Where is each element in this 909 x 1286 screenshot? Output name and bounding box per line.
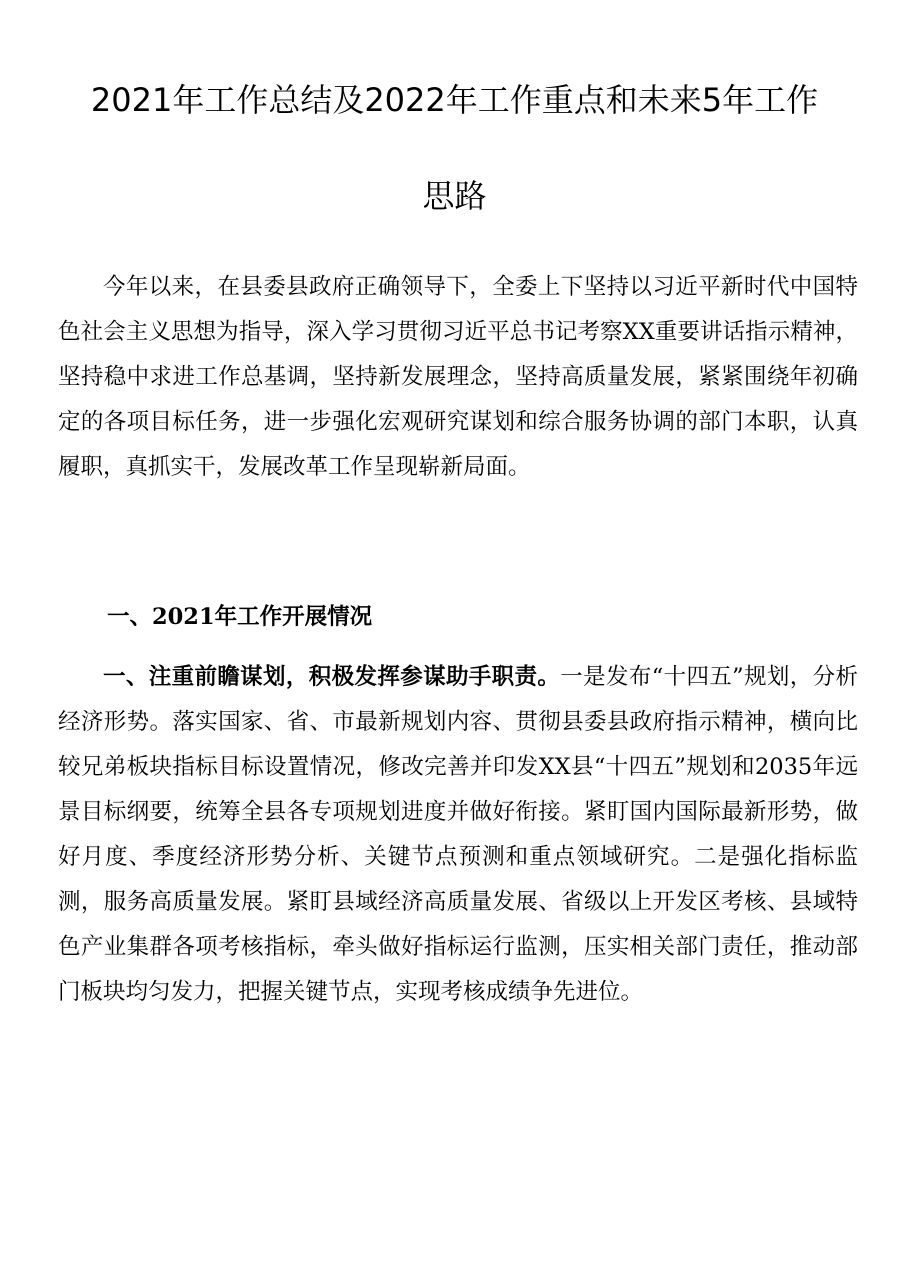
section-paragraph xyxy=(58,655,858,1015)
section-heading: 一、2021年工作开展情况 xyxy=(107,604,373,630)
paragraph-body-text: 一是发布“十四五”规划，分析经济形势。落实国家、省、市最新规划内容、贯彻县委县政府指示精神，横向比较兄弟板块指标目标设置情况，修改完善并印发XX县“十四五”规划和2035年远景目标纲要，统筹全县各专项规划进度并做好衔接。紧盯国内国际最新形势，做好月度、季度经济形势分析、关键节点预测和重点领域研究。二是强化指标监测，服务高质量发展。紧盯县域经济高质量发展、省级以上开发区考核、县域特色产业集群各项考核指标，牵头做好指标运行监测，压实相关部门责任，推动部门板块均匀发力，把握关键节点，实现考核成绩争先进位。 xyxy=(58,664,858,1005)
paragraph-lead-sentence: 一、注重前瞻谋划，积极发挥参谋助手职责。 xyxy=(103,664,561,690)
intro-paragraph: 今年以来，在县委县政府正确领导下，全委上下坚持以习近平新时代中国特色社会主义思想为指导，深入学习贯彻习近平总书记考察XX重要讲话指示精神，坚持稳中求进工作总基调，坚持新发展理念，坚持高质量发展，紧紧围绕年初确定的各项目标任务，进一步强化宏观研究谋划和综合服务协调的部门本职，认真履职，真抓实干，发展改革工作呈现崭新局面。 xyxy=(58,274,858,480)
document-title-line-2: 思路 xyxy=(422,177,487,215)
document-title-line-1: 2021年工作总结及2022年工作重点和未来5年工作 xyxy=(90,81,819,119)
